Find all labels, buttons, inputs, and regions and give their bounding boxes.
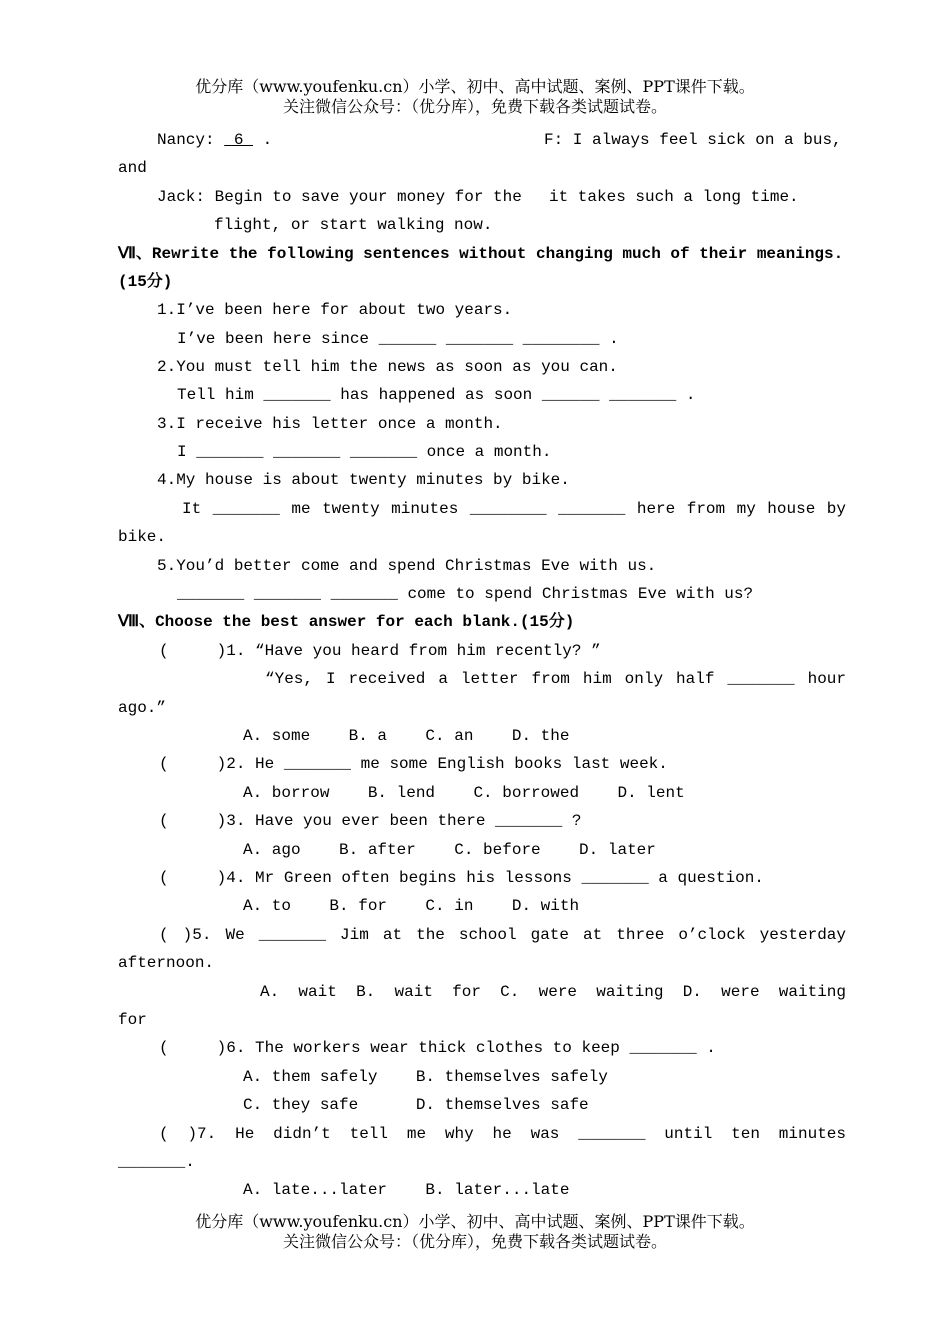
rewrite-question-1: 1.I’ve been here for about two years. [157, 301, 513, 319]
mc-question-5-line-2: afternoon. [118, 954, 215, 972]
nancy-blank: 6 [224, 131, 254, 149]
rewrite-answer-2: Tell him _______ has happened as soon ______ _______ . [177, 386, 696, 404]
nancy-end: . [262, 131, 273, 149]
rewrite-answer-1: I’ve been here since ______ _______ ________ . [177, 330, 619, 348]
mc-options-6-line-1: A. them safely B. themselves safely [243, 1068, 608, 1086]
page-header-line-2: 关注微信公众号：（优分库），免费下载各类试题试卷。 [282, 97, 667, 116]
rewrite-answer-4: It _______ me twenty minutes ________ _______ here from my house by [182, 500, 846, 518]
mc-question-7: ( )7. He didn’t tell me why he was _______ until ten minutes [159, 1125, 846, 1143]
mc-question-7-line-2: _______. [118, 1153, 195, 1171]
dialogue-jack: Jack: Begin to save your money for the [157, 188, 522, 206]
rewrite-question-5: 5.You’d better come and spend Christmas Eve with us. [157, 557, 657, 575]
rewrite-question-3: 3.I receive his letter once a month. [157, 415, 503, 433]
nancy-label: Nancy: [157, 131, 215, 149]
dialogue-nancy [157, 129, 272, 151]
mc-question-1-line-3: ago.” [118, 699, 167, 717]
rewrite-question-2: 2.You must tell him the news as soon as you can. [157, 358, 618, 376]
dialogue-f-line: F: I always feel sick on a bus, [544, 131, 842, 149]
page-footer-line-2: 关注微信公众号：（优分库），免费下载各类试题试卷。 [282, 1232, 667, 1251]
section8-heading: Ⅷ、Choose the best answer for each blank.(15分) [118, 613, 575, 631]
rewrite-answer-5: _______ _______ _______ come to spend Christmas Eve with us? [177, 585, 754, 603]
mc-options-4: A. to B. for C. in D. with [243, 897, 580, 915]
dialogue-f-line-2: it takes such a long time. [549, 188, 799, 206]
mc-options-3: A. ago B. after C. before D. later [243, 841, 656, 859]
mc-question-3: ( )3. Have you ever been there _______ ? [159, 812, 582, 830]
mc-options-5-cont: for [118, 1011, 147, 1029]
mc-question-5: ( )5. We _______ Jim at the school gate at three o’clock yesterday [159, 926, 846, 944]
mc-options-7: A. late...later B. later...late [243, 1181, 570, 1199]
rewrite-answer-3: I _______ _______ _______ once a month. [177, 443, 552, 461]
mc-options-6-line-2: C. they safe D. themselves safe [243, 1096, 589, 1114]
mc-question-2: ( )2. He _______ me some English books last week. [159, 755, 668, 773]
section7-heading-score: (15分) [118, 273, 173, 291]
section7-heading: Ⅶ、Rewrite the following sentences without changing much of their meanings. [118, 245, 844, 263]
mc-question-6: ( )6. The workers wear thick clothes to keep _______ . [159, 1039, 716, 1057]
mc-question-4: ( )4. Mr Green often begins his lessons _______ a question. [159, 869, 764, 887]
mc-question-1-line-2: “Yes, I received a letter from him only half _______ hour [265, 670, 846, 688]
rewrite-question-4: 4.My house is about twenty minutes by bike. [157, 471, 570, 489]
dialogue-jack-2: flight, or start walking now. [214, 216, 493, 234]
mc-options-1: A. some B. a C. an D. the [243, 727, 570, 745]
page-footer-line-1: 优分库（www.youfenku.cn）小学、初中、高中试题、案例、PPT课件下载。 [195, 1212, 755, 1231]
page-header-line-1: 优分库（www.youfenku.cn）小学、初中、高中试题、案例、PPT课件下载。 [195, 77, 755, 96]
mc-options-5: A. wait B. wait for C. were waiting D. were waiting [260, 983, 846, 1001]
mc-question-1: ( )1. “Have you heard from him recently? ” [159, 642, 601, 660]
rewrite-answer-4-cont: bike. [118, 528, 167, 546]
mc-options-2: A. borrow B. lend C. borrowed D. lent [243, 784, 685, 802]
dialogue-and: and [118, 159, 147, 177]
